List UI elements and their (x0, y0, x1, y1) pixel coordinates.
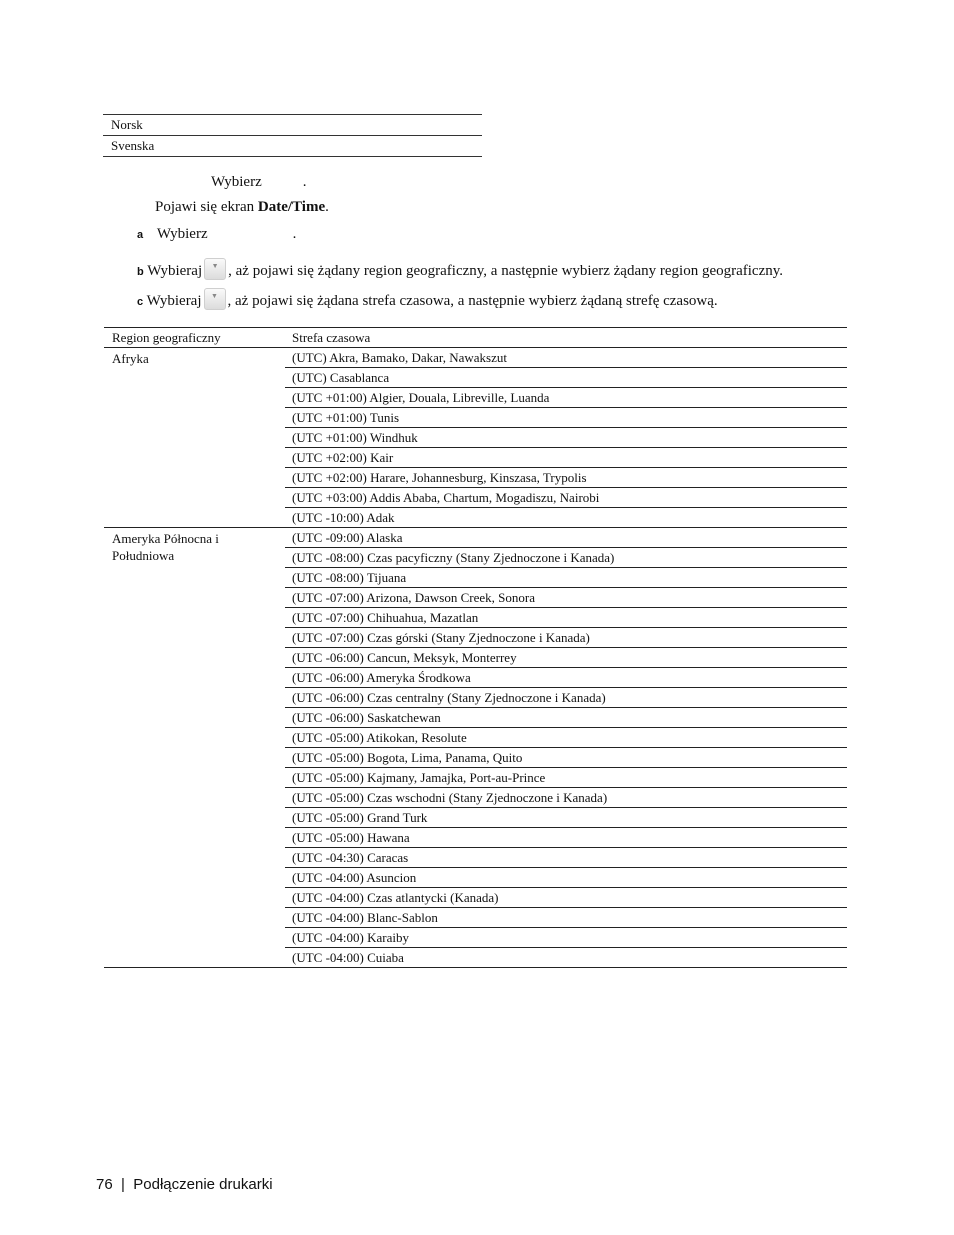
zone-cell: (UTC) Akra, Bamako, Dakar, Nawakszut (285, 348, 847, 368)
step-a-marker: a (137, 229, 144, 241)
step-c (137, 288, 718, 310)
instruction-select-post: . (302, 174, 307, 190)
zone-cell: (UTC -04:00) Czas atlantycki (Kanada) (285, 888, 847, 908)
page-number: 76 (96, 1176, 113, 1193)
zone-cell: (UTC -08:00) Tijuana (285, 568, 847, 588)
step-b (137, 258, 783, 280)
language-row-norsk: Norsk (103, 115, 482, 136)
zone-cell: (UTC -05:00) Kajmany, Jamajka, Port-au-Prince (285, 768, 847, 788)
zone-cell: (UTC -09:00) Alaska (285, 528, 847, 548)
step-c-post: , aż pojawi się żądana strefa czasowa, a następnie wybierz żądaną strefę czasową. (227, 293, 718, 309)
zone-cell: (UTC -07:00) Chihuahua, Mazatlan (285, 608, 847, 628)
region-name: Afryka (112, 351, 149, 366)
instruction-screen (155, 199, 329, 216)
zone-cell: (UTC -05:00) Atikokan, Resolute (285, 728, 847, 748)
instruction-screen-pre: Pojawi się ekran (155, 199, 258, 215)
zone-cell: (UTC -04:30) Caracas (285, 848, 847, 868)
language-row-svenska: Svenska (103, 136, 482, 157)
zone-cell: (UTC -05:00) Hawana (285, 828, 847, 848)
instruction-select-pre: Wybierz (211, 174, 262, 190)
zone-cell: (UTC -04:00) Asuncion (285, 868, 847, 888)
zone-cell: (UTC -05:00) Grand Turk (285, 808, 847, 828)
step-a-pre: Wybierz (156, 226, 208, 242)
region-group-americas (104, 528, 847, 968)
region-group-africa (104, 348, 847, 528)
step-c-pre: Wybieraj (146, 293, 202, 309)
step-a-post: . (292, 226, 297, 242)
table-header (104, 328, 847, 348)
zone-list (285, 348, 847, 527)
footer-separator: | (121, 1176, 125, 1193)
down-arrow-button-icon: ▼ (204, 288, 226, 310)
step-a (137, 226, 296, 243)
zone-cell: (UTC -07:00) Czas górski (Stany Zjednoczone i Kanada) (285, 628, 847, 648)
zone-cell: (UTC -06:00) Czas centralny (Stany Zjednoczone i Kanada) (285, 688, 847, 708)
zone-cell: (UTC +02:00) Kair (285, 448, 847, 468)
zone-cell: (UTC +01:00) Tunis (285, 408, 847, 428)
header-region: Region geograficzny (112, 330, 221, 345)
down-arrow-button-icon: ▼ (204, 258, 226, 280)
zone-cell: (UTC +01:00) Windhuk (285, 428, 847, 448)
step-c-marker: c (137, 296, 144, 308)
zone-cell: (UTC) Casablanca (285, 368, 847, 388)
zone-cell: (UTC +03:00) Addis Ababa, Chartum, Mogadiszu, Nairobi (285, 488, 847, 508)
zone-cell: (UTC -05:00) Bogota, Lima, Panama, Quito (285, 748, 847, 768)
zone-cell: (UTC -10:00) Adak (292, 510, 395, 525)
instruction-select (211, 174, 307, 191)
header-timezone: Strefa czasowa (292, 330, 371, 345)
zone-list (285, 528, 847, 967)
step-b-post: , aż pojawi się żądany region geograficzny, a następnie wybierz żądany region geograficzny. (228, 263, 784, 279)
language-table (103, 114, 482, 157)
zone-cell: (UTC -06:00) Saskatchewan (285, 708, 847, 728)
zone-cell: (UTC -04:00) Karaiby (285, 928, 847, 948)
zone-cell: (UTC +01:00) Algier, Douala, Libreville, Luanda (285, 388, 847, 408)
footer-title: Podłączenie drukarki (133, 1176, 273, 1193)
page-footer (96, 1176, 273, 1193)
instruction-screen-bold: Date/Time (257, 199, 326, 215)
step-b-pre: Wybieraj (147, 263, 203, 279)
zone-cell: (UTC -06:00) Cancun, Meksyk, Monterrey (285, 648, 847, 668)
zone-cell: (UTC -06:00) Ameryka Środkowa (285, 668, 847, 688)
zone-cell: (UTC -04:00) Cuiaba (292, 950, 404, 965)
zone-cell: (UTC -04:00) Blanc-Sablon (285, 908, 847, 928)
instruction-screen-post: . (325, 199, 329, 215)
region-name: Ameryka Północna i Południowa (112, 531, 219, 563)
zone-cell: (UTC +02:00) Harare, Johannesburg, Kinszasa, Trypolis (285, 468, 847, 488)
zone-cell: (UTC -05:00) Czas wschodni (Stany Zjednoczone i Kanada) (285, 788, 847, 808)
timezone-table (104, 327, 847, 968)
zone-cell: (UTC -08:00) Czas pacyficzny (Stany Zjednoczone i Kanada) (285, 548, 847, 568)
zone-cell: (UTC -07:00) Arizona, Dawson Creek, Sonora (285, 588, 847, 608)
step-b-marker: b (137, 266, 144, 278)
